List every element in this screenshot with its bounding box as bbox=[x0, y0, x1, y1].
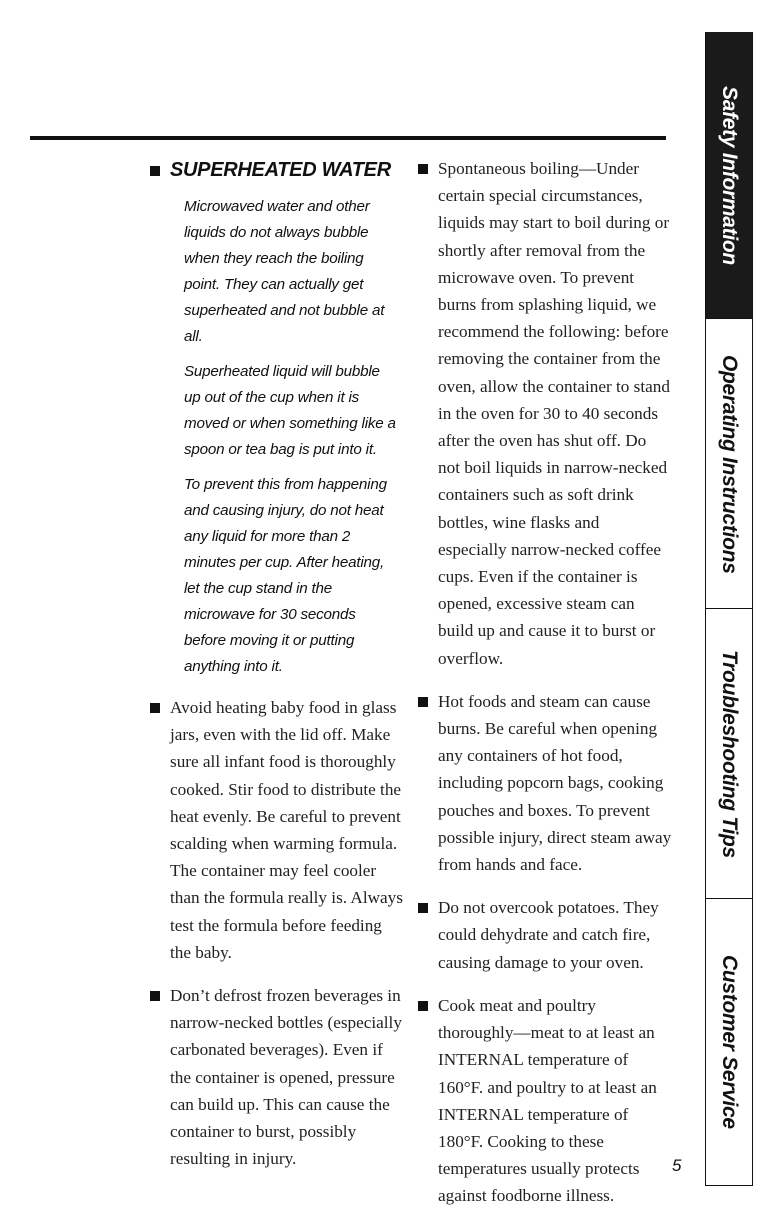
section-title: SUPERHEATED WATER bbox=[170, 159, 391, 181]
left-column bbox=[150, 155, 405, 1188]
bullet-text: Spontaneous boiling—Under certain special circumstances, liquids may start to boil during or shortly after removal from the microwave oven. To prevent burns from splashing liquid, we recommend the following: before removing the container from the oven, allow the container to stand in the oven for 30 to 40 seconds after the oven has shut off. Do not boil liquids in narrow-necked containers such as soft drink bottles, wine flasks and especially narrow-necked coffee cups. Even if the container is opened, excessive steam can build up and cause it to burst or overflow. bbox=[438, 159, 670, 668]
intro-paragraph: To prevent this from happening and causing injury, do not heat any liquid for more than 2 minutes per cup. After heating, let the cup stand in the microwave for 30 seconds before moving it or putting anything into it. bbox=[184, 476, 387, 675]
tab-operating-instructions[interactable] bbox=[706, 318, 752, 609]
bullet-item bbox=[418, 894, 676, 976]
bullet-text: Cook meat and poultry thoroughly—meat to at least an INTERNAL temperature of 160°F. and poultry to at least an INTERNAL temperature of 180°F. Cooking to these temperatures usually protects against foodborne illness. bbox=[438, 995, 657, 1206]
bullet-square-icon bbox=[418, 697, 428, 707]
bullet-square-icon bbox=[418, 164, 428, 174]
right-column bbox=[418, 155, 676, 1226]
tab-label: Troubleshooting Tips bbox=[718, 650, 741, 858]
bullet-text: Avoid heating baby food in glass jars, even with the lid off. Make sure all infant food is thoroughly cooked. Stir food to distribute the heat evenly. Be careful to prevent scalding when warming formula. The container may feel cooler than the formula really is. Always test the formula before feeding the baby. bbox=[170, 698, 403, 962]
tab-label: Operating Instructions bbox=[718, 354, 741, 574]
intro-paragraph: Microwaved water and other liquids do not always bubble when they reach the boiling point. They can actually get superheated and not bubble at all. bbox=[184, 198, 385, 345]
bullet-text: Don’t defrost frozen beverages in narrow-necked bottles (especially carbonated beverages). Even if the container is opened, pressure can build up. This can cause the container to burst, possibly resulting in injury. bbox=[170, 986, 402, 1169]
tab-customer-service[interactable] bbox=[706, 898, 752, 1185]
bullet-item bbox=[150, 982, 405, 1172]
bullet-item bbox=[418, 688, 676, 878]
bullet-item bbox=[418, 992, 676, 1210]
bullet-item bbox=[150, 694, 405, 966]
bullet-square-icon bbox=[150, 166, 160, 176]
header-rule bbox=[30, 136, 666, 140]
section-heading bbox=[150, 159, 405, 182]
bullet-item bbox=[418, 155, 676, 672]
bullet-square-icon bbox=[150, 991, 160, 1001]
tab-safety-information[interactable] bbox=[706, 32, 752, 318]
bullet-square-icon bbox=[150, 703, 160, 713]
bullet-text: Hot foods and steam can cause burns. Be careful when opening any containers of hot food, including popcorn bags, cooking pouches and boxes. To prevent possible injury, direct steam away from hands and face. bbox=[438, 691, 672, 875]
tab-troubleshooting-tips[interactable] bbox=[706, 608, 752, 899]
page-number: 5 bbox=[672, 1156, 682, 1175]
intro-paragraph: Superheated liquid will bubble up out of the cup when it is moved or when something like a spoon or tea bag is put into it. bbox=[184, 363, 396, 458]
bullet-square-icon bbox=[418, 1001, 428, 1011]
bullet-text: Do not overcook potatoes. They could dehydrate and catch fire, causing damage to your oven. bbox=[438, 898, 659, 972]
tab-label: Safety Information bbox=[718, 85, 741, 265]
bullet-square-icon bbox=[418, 903, 428, 913]
tab-label: Customer Service bbox=[718, 955, 741, 1129]
section-tabs bbox=[705, 32, 753, 1186]
